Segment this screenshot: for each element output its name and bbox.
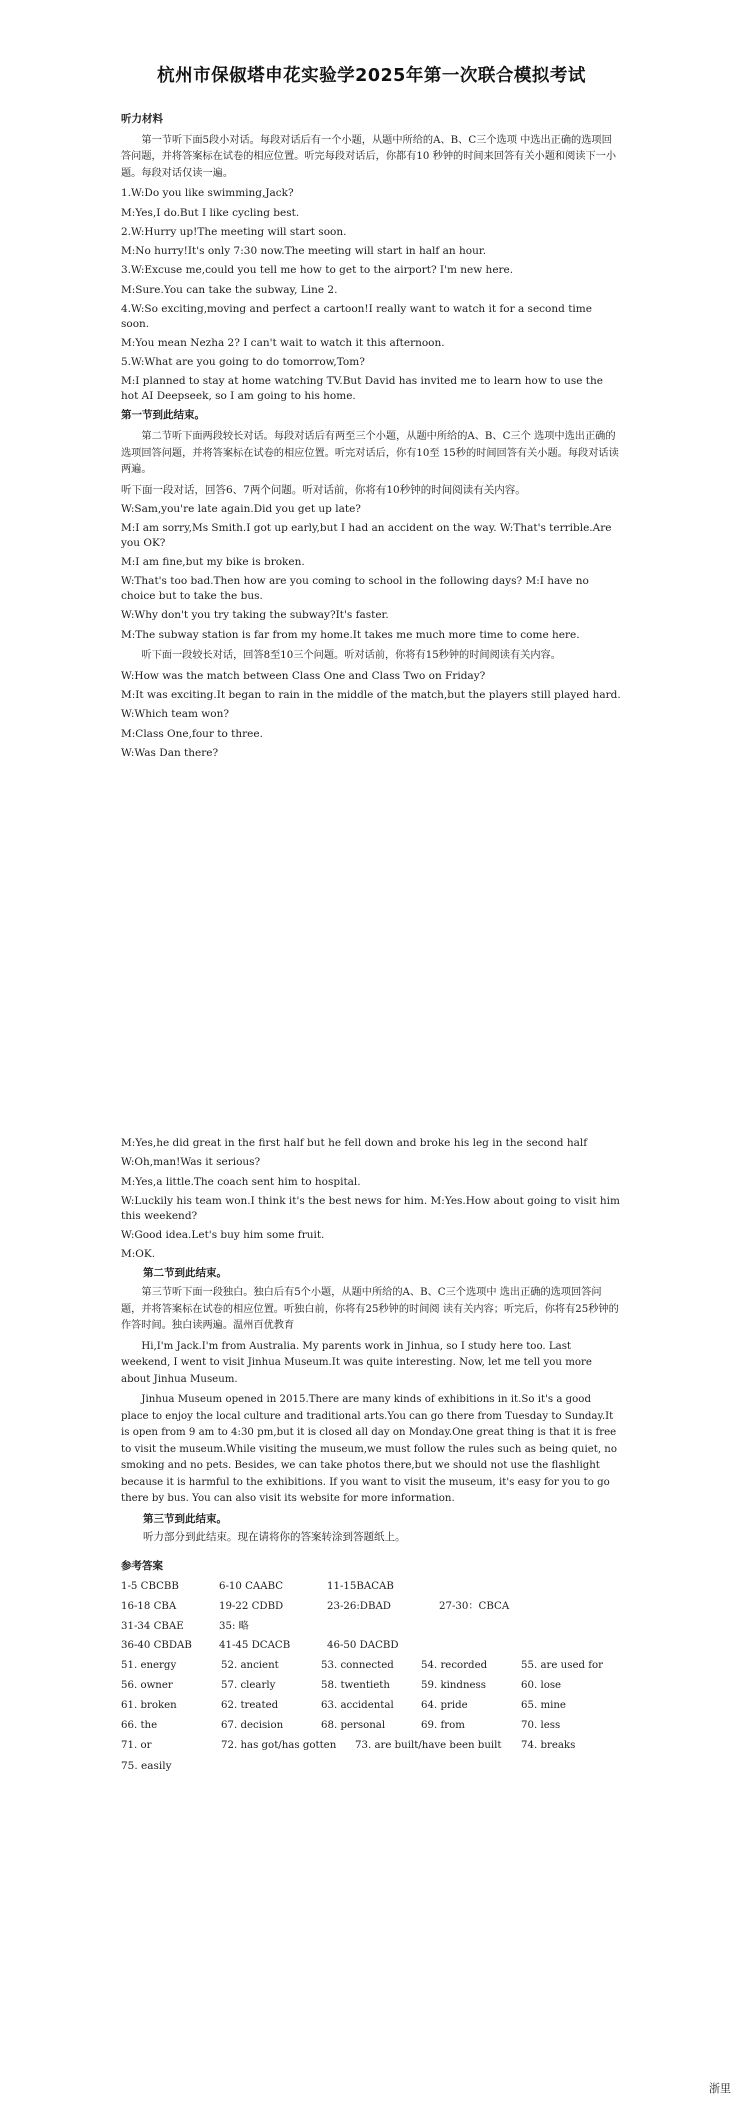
dialogue-line: M:You mean Nezha 2? I can't wait to watch it this afternoon.	[121, 336, 445, 349]
answer-cell: 51. energy	[121, 1660, 177, 1672]
dialogue-line: M:I planned to stay at home watching TV.But David has invited me to learn how to use the hot AI Deepseek, so I am going to his home.	[121, 375, 603, 403]
dialogue-line: M:Class One,four to three.	[121, 727, 263, 740]
dialogue-line: M:Sure.You can take the subway, Line 2.	[121, 283, 338, 296]
answer-cell: 71. or	[121, 1739, 152, 1751]
answer-cell: 58. twentieth	[321, 1680, 390, 1692]
answer-cell: 68. personal	[321, 1719, 386, 1731]
dialog2-intro: 听下面一段较长对话，回答8至10三个问题。听对话前，你将有15秒钟的时间阅读有关内容。	[141, 650, 561, 662]
answer-cell: 55. are used for	[521, 1660, 604, 1672]
dialogue-line: M:I am fine,but my bike is broken.	[121, 556, 305, 569]
answer-row	[121, 1639, 509, 1659]
dialogue-line: W:How was the match between Class One and Class Two on Friday?	[121, 669, 486, 682]
answer-cell: 69. from	[421, 1719, 465, 1731]
answer-row	[121, 1719, 603, 1739]
answer-cell: 67. decision	[221, 1719, 284, 1731]
dialogue-line: W:Luckily his team won.I think it's the best news for him. M:Yes.How about going to visit him this weekend?	[121, 1194, 620, 1222]
dialogue-line: M:It was exciting.It began to rain in the middle of the match,but the players still played hard.	[121, 689, 621, 702]
answer-row	[121, 1580, 509, 1600]
answer-cell: 31-34 CBAE	[121, 1620, 184, 1632]
answer-cell	[439, 1620, 509, 1640]
corner-watermark: 浙里	[709, 2081, 731, 2095]
dialogue-line: W:Why don't you try taking the subway?It's faster.	[121, 609, 389, 622]
answer-cell: 19-22 CDBD	[219, 1600, 284, 1612]
answer-cell: 64. pride	[421, 1700, 468, 1712]
monologue-paragraph-1: Hi,I'm Jack.I'm from Australia. My parents work in Jinhua, so I study here too. Last weekend, I went to visit Jinhua Museum.It was quite interesting. Now, let me tell you more about Jinhua Museum.	[121, 1340, 592, 1385]
answer-cell: 35: 略	[219, 1620, 249, 1632]
dialogue-line: M:No hurry!It's only 7:30 now.The meeting will start in half an hour.	[121, 245, 487, 258]
answer-cell: 70. less	[521, 1719, 561, 1731]
answer-cell: 65. mine	[521, 1700, 566, 1712]
mc-answer-table	[121, 1580, 509, 1660]
dialogue-line: M:OK.	[121, 1248, 156, 1261]
answer-cell: 73. are built/have been built	[355, 1739, 502, 1751]
dialogue-line: M:The subway station is far from my home.It takes me much more time to come here.	[121, 628, 580, 641]
dialogue-line: M:Yes,I do.But I like cycling best.	[121, 206, 300, 219]
answer-cell: 52. ancient	[221, 1660, 279, 1672]
section3-end: 第三节到此结束。	[143, 1512, 227, 1525]
answer-row	[121, 1699, 603, 1719]
answer-cell	[439, 1580, 509, 1600]
dialogue-line: 3.W:Excuse me,could you tell me how to get to the airport? I'm new here.	[121, 264, 514, 277]
answer-row	[121, 1679, 603, 1699]
dialogue-line: W:Sam,you're late again.Did you get up late?	[121, 502, 361, 515]
page-title: 杭州市保俶塔申花实验学2025年第一次联合模拟考试	[157, 66, 586, 86]
dialogue-line: M:Yes,a little.The coach sent him to hospital.	[121, 1175, 361, 1188]
section2-end: 第二节到此结束。	[143, 1267, 227, 1280]
dialogue-line: M:Yes,he did great in the first half but he fell down and broke his leg in the second half	[121, 1137, 588, 1149]
answer-cell: 66. the	[121, 1719, 158, 1731]
answer-cell: 72. has got/has gotten	[221, 1739, 337, 1751]
answer-cell: 36-40 CBDAB	[121, 1640, 192, 1652]
dialogue-line: W:Which team won?	[121, 708, 229, 721]
final-instruction: 听力部分到此结束。现在请将你的答案转涂到答题纸上。	[143, 1531, 406, 1544]
dialogue-line: W:Oh,man!Was it serious?	[121, 1156, 261, 1169]
section1-intro: 第一节听下面5段小对话。每段对话后有一个小题，从题中所给的A、B、C三个选项 中选出正确的选项回答问题，并将答案标在试卷的相应位置。听完每段对话后，你都有10 秒钟的时间来回答有关小题和阅读下一小题。每段对话仅读一遍。	[121, 134, 617, 179]
answer-cell: 11-15BACAB	[327, 1580, 394, 1592]
dialog1-intro: 听下面一段对话，回答6、7两个问题。听对话前，你将有10秒钟的时间阅读有关内容。	[121, 483, 526, 496]
dialogue-line: 5.W:What are you going to do tomorrow,Tom?	[121, 356, 365, 369]
answer-cell: 63. accidental	[321, 1700, 394, 1712]
answer-cell: 56. owner	[121, 1680, 173, 1692]
dialogue-line: W:Was Dan there?	[121, 747, 219, 760]
answer-row	[121, 1659, 603, 1679]
answer-cell: 27-30：CBCA	[439, 1600, 510, 1612]
dialogue-line: W:That's too bad.Then how are you coming to school in the following days? M:I have no choice but to take the bus.	[121, 575, 589, 603]
answer-cell: 41-45 DCACB	[219, 1640, 291, 1652]
answer-cell: 59. kindness	[421, 1680, 487, 1692]
answer-cell: 1-5 CBCBB	[121, 1580, 179, 1592]
dialog2-lines-a	[121, 669, 621, 761]
section3-intro: 第三节听下面一段独白。独白后有5个小题，从题中所给的A、B、C三个选项中 选出正确的选项回答问题，并将答案标在试卷的相应位置。听独白前，你将有25秒钟的时间阅 读有关内容；听完后，你将有25秒钟的作答时间。独白读两遍。温州百优教育	[121, 1287, 619, 1332]
section1-end: 第一节到此结束。	[121, 409, 205, 422]
answer-cell: 57. clearly	[221, 1680, 276, 1692]
dialog2-lines-b	[121, 1136, 621, 1262]
continuation-section	[121, 1136, 621, 1778]
dialogue-line: M:I am sorry,Ms Smith.I got up early,but I had an accident on the way. W:That's terrible.Are you OK?	[121, 522, 612, 549]
dialogue-line: 4.W:So exciting,moving and perfect a cartoon!I really want to watch it for a second time soon.	[121, 302, 592, 330]
listening-section	[121, 112, 621, 765]
answer-cell: 61. broken	[121, 1700, 177, 1712]
answer-cell: 54. recorded	[421, 1660, 488, 1672]
answer-row	[121, 1600, 509, 1620]
answer-cell	[439, 1639, 509, 1659]
answer-cell: 53. connected	[321, 1660, 394, 1672]
answer-cell: 62. treated	[221, 1700, 279, 1712]
dialogue-line: 1.W:Do you like swimming,Jack?	[121, 187, 294, 200]
answer-row	[121, 1620, 509, 1640]
section2-intro: 第二节听下面两段较长对话。每段对话后有两至三个小题，从题中所给的A、B、C三个 选项中选出正确的选项回答问题，并将答案标在试卷的相应位置。听完对话后，你有10至 15秒的时间回答有关小题。每段对话读两遍。	[121, 431, 619, 476]
answer-cell: 23-26:DBAD	[327, 1600, 391, 1612]
answer-cell: 74. breaks	[521, 1739, 576, 1751]
answer-cell: 60. lose	[521, 1680, 562, 1692]
fill-answer-table	[121, 1659, 603, 1739]
dialog1-lines	[121, 502, 621, 642]
answers-heading: 参考答案	[121, 1560, 163, 1573]
answer-cell: 6-10 CAABC	[219, 1580, 284, 1592]
answer-cell: 46-50 DACBD	[327, 1640, 399, 1652]
answer-cell: 16-18 CBA	[121, 1600, 177, 1612]
answer-row	[121, 1739, 575, 1759]
answer-row-71	[121, 1739, 575, 1759]
section1-dialogues	[121, 186, 621, 404]
monologue-paragraph-2: Jinhua Museum opened in 2015.There are many kinds of exhibitions in it.So it's a good place to enjoy the local culture and traditional arts.You can go there from Tuesday to Sunday.It is open from 9 am to 4:30 pm,but it is closed all day on Monday.One great thing is that it is free to visit the museum.While visiting the museum,we must follow the rules such as being quiet, no smoking and no pets. Besides, we can take photos there,but we should not use the flashlight because it is harmful to the exhibitions. If you want to visit the museum, it's easy for you to go there by bus. You can also visit its website for more information.	[121, 1394, 617, 1505]
dialogue-line: 2.W:Hurry up!The meeting will start soon.	[121, 225, 347, 238]
answer-cell: 75. easily	[121, 1759, 172, 1772]
listening-heading: 听力材料	[121, 113, 163, 125]
answer-cell	[327, 1620, 439, 1640]
dialogue-line: W:Good idea.Let's buy him some fruit.	[121, 1228, 325, 1241]
